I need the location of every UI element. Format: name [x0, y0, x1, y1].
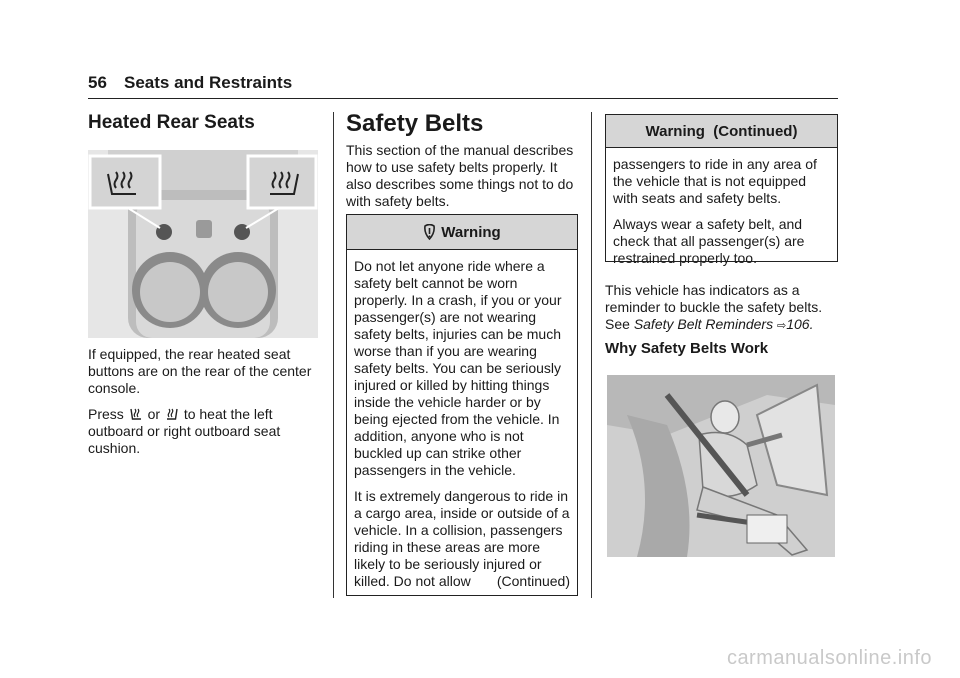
heated-seats-instruction: [88, 406, 322, 457]
warning-icon: [423, 224, 436, 241]
crash-test-illustration: [607, 375, 835, 557]
warning-continued-box: [605, 114, 838, 266]
safety-belts-intro: This section of the manual describes how to use safety belts properly. It also describes some things not to do with safety belts.: [346, 142, 574, 209]
why-safety-belts-heading: Why Safety Belts Work: [605, 340, 769, 357]
warning-box: [346, 214, 578, 596]
page-ref[interactable]: 106.: [786, 316, 814, 332]
warning-continued-paragraph-1: passengers to ride in any area of the vehicle that is not equipped with seats and safety belts.: [613, 156, 817, 206]
warning-title: Warning: [441, 223, 501, 241]
warning-continued-header: Warning (Continued): [606, 115, 837, 148]
page-number: 56: [88, 73, 107, 92]
left-seat-heater-icon: [129, 407, 143, 421]
heated-rear-seats-heading: Heated Rear Seats: [88, 112, 255, 133]
watermark: carmanualsonline.info: [726, 647, 932, 669]
warning-paragraph-1: Do not let anyone ride where a safety belt cannot be worn properly. In a crash, if you or your passenger(s) are not wearing safety belts, injuries can be much worse than if you are wearing safety belts. You can be seriously injured or killed by hitting things inside the vehicle harder or by being ejected from the vehicle. In addition, anyone who is not buckled up can strike other passengers in the vehicle.: [354, 258, 562, 478]
header-rule: [88, 98, 838, 99]
column-divider-1: [333, 112, 334, 598]
press-text: Press: [88, 406, 124, 422]
warning-header: [347, 215, 577, 250]
page-ref-arrow-icon: ⇨: [777, 320, 787, 332]
rear-console-illustration: [88, 150, 318, 338]
or-text: or: [147, 406, 161, 422]
warning-paragraph-2: It is extremely dangerous to ride in a cargo area, inside or outside of a vehicle. In a collision, passengers riding in these areas are more likely to be seriously injured or killed. Do not allow: [354, 488, 570, 589]
indicators-paragraph: [605, 282, 841, 335]
continued-label: (Continued): [496, 573, 570, 589]
right-seat-heater-icon: [165, 407, 179, 421]
indicators-text: This vehicle has indicators as a reminder to buckle the safety belts. See: [605, 282, 823, 332]
heat-instruction-text: to heat the left outboard or right outboard seat cushion.: [88, 406, 281, 456]
safety-belts-heading: Safety Belts: [346, 110, 484, 137]
heated-seats-description: If equipped, the rear heated seat buttons are on the rear of the center console.: [88, 346, 312, 396]
section-title: Seats and Restraints: [124, 73, 293, 92]
warning-continued-paragraph-2: Always wear a safety belt, and check that all passenger(s) are restrained properly too.: [613, 216, 805, 266]
column-divider-2: [591, 112, 592, 598]
safety-belt-reminders-link[interactable]: Safety Belt Reminders: [633, 316, 774, 332]
